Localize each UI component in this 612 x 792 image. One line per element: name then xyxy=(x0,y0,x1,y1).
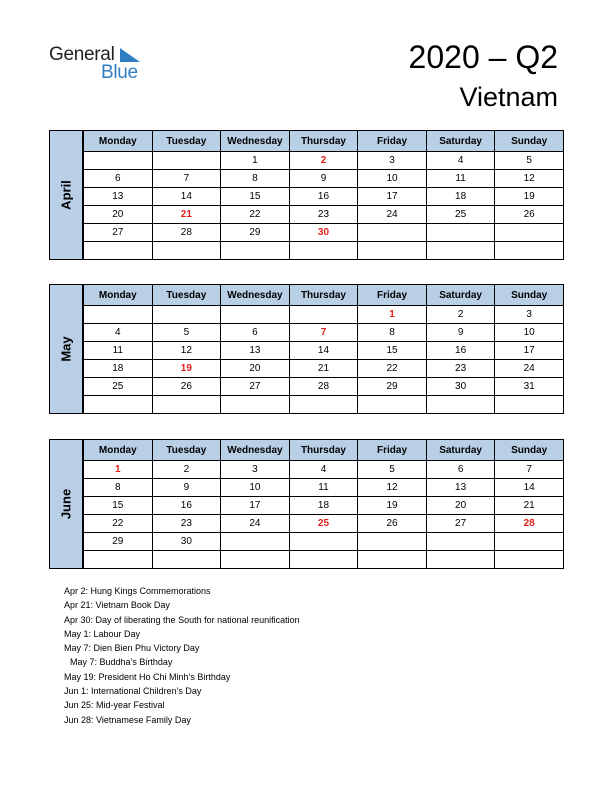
day-cell: 17 xyxy=(221,497,290,515)
week-row xyxy=(84,551,564,569)
day-cell: 13 xyxy=(84,188,153,206)
holiday-note: Jun 1: International Children’s Day xyxy=(64,686,202,697)
day-cell: 23 xyxy=(426,360,495,378)
day-cell: 23 xyxy=(289,206,358,224)
day-cell: 27 xyxy=(426,515,495,533)
day-cell: 24 xyxy=(358,206,427,224)
day-cell: 10 xyxy=(221,479,290,497)
week-row xyxy=(84,515,564,533)
day-cell: 9 xyxy=(426,324,495,342)
day-cell: 1 xyxy=(221,152,290,170)
day-cell: 22 xyxy=(358,360,427,378)
weekday-header: Sunday xyxy=(495,440,564,461)
day-cell: 31 xyxy=(495,378,564,396)
day-cell: 26 xyxy=(152,378,221,396)
weekday-header: Wednesday xyxy=(221,440,290,461)
holiday-note: May 1: Labour Day xyxy=(64,628,141,639)
day-cell: 16 xyxy=(289,188,358,206)
weekday-header: Monday xyxy=(84,131,153,152)
country-name: Vietnam xyxy=(459,82,558,112)
day-cell xyxy=(358,396,427,414)
weekday-header: Saturday xyxy=(426,440,495,461)
day-cell: 13 xyxy=(426,479,495,497)
holiday-note: Apr 2: Hung Kings Commemorations xyxy=(64,586,211,596)
day-cell: 4 xyxy=(84,324,153,342)
day-cell: 6 xyxy=(221,324,290,342)
week-row xyxy=(84,461,564,479)
day-cell: 26 xyxy=(495,206,564,224)
weekday-header: Sunday xyxy=(495,285,564,306)
day-cell: 19 xyxy=(358,497,427,515)
day-cell: 22 xyxy=(221,206,290,224)
day-cell: 18 xyxy=(84,360,153,378)
day-cell: 2 xyxy=(289,152,358,170)
weekday-header: Friday xyxy=(358,440,427,461)
month-grid xyxy=(83,130,564,260)
day-cell: 21 xyxy=(289,360,358,378)
holiday-note: Jun 28: Vietnamese Family Day xyxy=(64,714,191,725)
month-label-bar xyxy=(49,130,83,260)
day-cell: 19 xyxy=(152,360,221,378)
logo xyxy=(49,44,159,84)
day-cell: 5 xyxy=(495,152,564,170)
day-cell: 8 xyxy=(221,170,290,188)
day-cell xyxy=(152,306,221,324)
day-cell: 29 xyxy=(358,378,427,396)
day-cell: 7 xyxy=(495,461,564,479)
day-cell: 2 xyxy=(152,461,221,479)
week-row xyxy=(84,378,564,396)
week-row xyxy=(84,479,564,497)
week-row xyxy=(84,152,564,170)
day-cell xyxy=(426,396,495,414)
day-cell: 9 xyxy=(289,170,358,188)
page-title: 2020 – Q2 xyxy=(408,39,558,75)
day-cell: 20 xyxy=(426,497,495,515)
day-cell: 18 xyxy=(426,188,495,206)
day-cell: 15 xyxy=(221,188,290,206)
logo-triangle-icon xyxy=(120,48,142,62)
day-cell: 29 xyxy=(84,533,153,551)
holiday-note: May 19: President Ho Chi Minh’s Birthday xyxy=(64,671,231,682)
day-cell: 6 xyxy=(426,461,495,479)
day-cell: 15 xyxy=(84,497,153,515)
weekday-header: Thursday xyxy=(289,285,358,306)
day-cell xyxy=(289,396,358,414)
day-cell xyxy=(221,533,290,551)
month-name: April xyxy=(58,180,74,210)
weekday-header: Saturday xyxy=(426,131,495,152)
day-cell: 25 xyxy=(84,378,153,396)
week-row xyxy=(84,324,564,342)
day-cell: 3 xyxy=(221,461,290,479)
weekday-header: Monday xyxy=(84,440,153,461)
day-cell xyxy=(289,533,358,551)
month-grid xyxy=(83,284,564,414)
day-cell: 4 xyxy=(426,152,495,170)
holiday-note: Apr 21: Vietnam Book Day xyxy=(64,600,170,611)
day-cell: 28 xyxy=(152,224,221,242)
day-cell: 1 xyxy=(358,306,427,324)
day-cell: 16 xyxy=(426,342,495,360)
weekday-header: Friday xyxy=(358,285,427,306)
week-row xyxy=(84,188,564,206)
day-cell: 18 xyxy=(289,497,358,515)
day-cell: 28 xyxy=(495,515,564,533)
day-cell xyxy=(495,224,564,242)
weekday-header: Tuesday xyxy=(152,131,221,152)
day-cell: 20 xyxy=(84,206,153,224)
day-cell: 25 xyxy=(289,515,358,533)
day-cell: 17 xyxy=(495,342,564,360)
day-cell: 30 xyxy=(289,224,358,242)
day-cell xyxy=(495,551,564,569)
day-cell: 11 xyxy=(84,342,153,360)
day-cell: 22 xyxy=(84,515,153,533)
day-cell: 16 xyxy=(152,497,221,515)
day-cell: 10 xyxy=(358,170,427,188)
weekday-header: Tuesday xyxy=(152,440,221,461)
day-cell: 24 xyxy=(221,515,290,533)
day-cell xyxy=(358,242,427,260)
day-cell: 26 xyxy=(358,515,427,533)
weekday-header: Wednesday xyxy=(221,285,290,306)
day-cell xyxy=(152,551,221,569)
day-cell xyxy=(84,242,153,260)
day-cell: 10 xyxy=(495,324,564,342)
week-row xyxy=(84,170,564,188)
holiday-note: May 7: Buddha’s Birthday xyxy=(70,657,173,668)
day-cell: 28 xyxy=(289,378,358,396)
day-cell xyxy=(221,551,290,569)
day-cell: 14 xyxy=(152,188,221,206)
week-row xyxy=(84,396,564,414)
day-cell: 24 xyxy=(495,360,564,378)
week-row xyxy=(84,342,564,360)
week-row xyxy=(84,497,564,515)
day-cell xyxy=(426,551,495,569)
day-cell xyxy=(84,551,153,569)
day-cell: 12 xyxy=(358,479,427,497)
day-cell xyxy=(84,396,153,414)
day-cell xyxy=(84,306,153,324)
weekday-header: Tuesday xyxy=(152,285,221,306)
day-cell xyxy=(289,306,358,324)
day-cell: 8 xyxy=(84,479,153,497)
day-cell: 5 xyxy=(358,461,427,479)
day-cell xyxy=(221,396,290,414)
month-grid xyxy=(83,439,564,569)
day-cell: 29 xyxy=(221,224,290,242)
day-cell: 27 xyxy=(221,378,290,396)
day-cell xyxy=(289,551,358,569)
day-cell xyxy=(289,242,358,260)
day-cell: 14 xyxy=(495,479,564,497)
day-cell: 27 xyxy=(84,224,153,242)
weekday-header: Monday xyxy=(84,285,153,306)
month-label-bar xyxy=(49,284,83,414)
day-cell: 8 xyxy=(358,324,427,342)
day-cell: 5 xyxy=(152,324,221,342)
day-cell: 9 xyxy=(152,479,221,497)
day-cell xyxy=(495,533,564,551)
day-cell xyxy=(495,242,564,260)
weekday-header: Thursday xyxy=(289,440,358,461)
day-cell: 7 xyxy=(289,324,358,342)
weekday-header: Saturday xyxy=(426,285,495,306)
weekday-header-row xyxy=(84,285,564,306)
weekday-header-row xyxy=(84,131,564,152)
weekday-header: Sunday xyxy=(495,131,564,152)
day-cell: 3 xyxy=(358,152,427,170)
day-cell: 19 xyxy=(495,188,564,206)
logo-blue-text: Blue xyxy=(101,62,138,83)
week-row xyxy=(84,206,564,224)
day-cell: 20 xyxy=(221,360,290,378)
day-cell xyxy=(426,224,495,242)
day-cell xyxy=(358,533,427,551)
day-cell xyxy=(152,396,221,414)
week-row xyxy=(84,306,564,324)
day-cell: 3 xyxy=(495,306,564,324)
day-cell: 11 xyxy=(289,479,358,497)
day-cell xyxy=(426,242,495,260)
day-cell: 7 xyxy=(152,170,221,188)
day-cell: 15 xyxy=(358,342,427,360)
day-cell: 25 xyxy=(426,206,495,224)
day-cell: 11 xyxy=(426,170,495,188)
day-cell xyxy=(495,396,564,414)
weekday-header: Friday xyxy=(358,131,427,152)
day-cell: 4 xyxy=(289,461,358,479)
day-cell: 6 xyxy=(84,170,153,188)
month-name: May xyxy=(58,336,74,362)
holiday-note: Jun 25: Mid-year Festival xyxy=(64,700,165,711)
logo-general-text: General xyxy=(49,44,115,65)
holiday-notes xyxy=(64,584,300,727)
day-cell xyxy=(426,533,495,551)
month-label-bar xyxy=(49,439,83,569)
week-row xyxy=(84,242,564,260)
day-cell: 12 xyxy=(152,342,221,360)
day-cell: 30 xyxy=(426,378,495,396)
day-cell: 21 xyxy=(152,206,221,224)
day-cell xyxy=(358,551,427,569)
day-cell xyxy=(84,152,153,170)
day-cell: 13 xyxy=(221,342,290,360)
day-cell xyxy=(358,224,427,242)
day-cell: 14 xyxy=(289,342,358,360)
day-cell: 2 xyxy=(426,306,495,324)
day-cell: 23 xyxy=(152,515,221,533)
weekday-header: Wednesday xyxy=(221,131,290,152)
day-cell xyxy=(221,242,290,260)
week-row xyxy=(84,360,564,378)
weekday-header-row xyxy=(84,440,564,461)
day-cell: 30 xyxy=(152,533,221,551)
day-cell: 1 xyxy=(84,461,153,479)
week-row xyxy=(84,533,564,551)
week-row xyxy=(84,224,564,242)
day-cell xyxy=(152,152,221,170)
holiday-note: May 7: Dien Bien Phu Victory Day xyxy=(64,643,200,654)
day-cell xyxy=(221,306,290,324)
weekday-header: Thursday xyxy=(289,131,358,152)
day-cell xyxy=(152,242,221,260)
day-cell: 21 xyxy=(495,497,564,515)
month-name: June xyxy=(58,488,74,520)
holiday-note: Apr 30: Day of liberating the South for national reunification xyxy=(64,614,300,625)
day-cell: 12 xyxy=(495,170,564,188)
day-cell: 17 xyxy=(358,188,427,206)
